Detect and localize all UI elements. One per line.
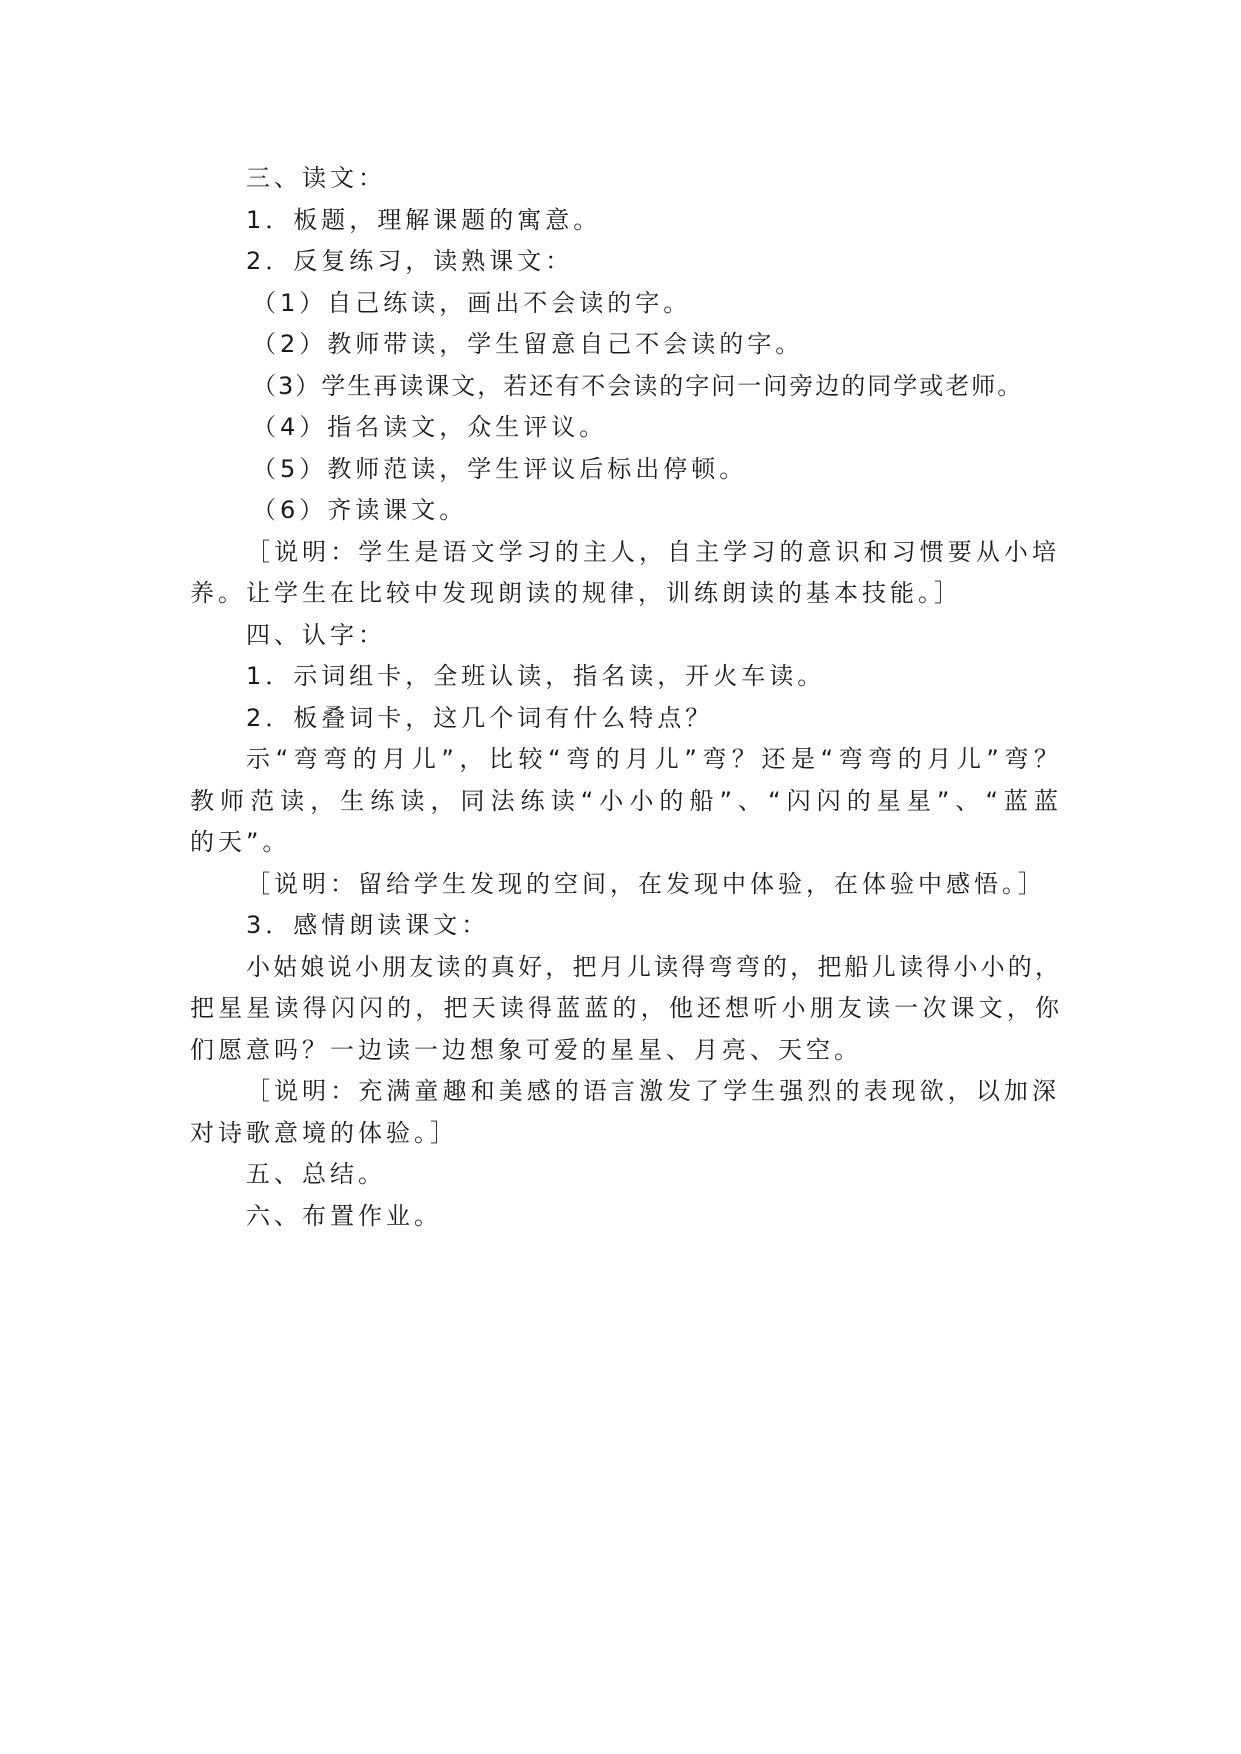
sub-list-item: （2）教师带读，学生留意自己不会读的字。: [252, 330, 804, 358]
note-paragraph-line: 养。让学生在比较中发现朗读的规律，训练朗读的基本技能。］: [190, 579, 962, 607]
note-paragraph-line: ［说明：学生是语文学习的主人，自主学习的意识和习惯要从小培: [246, 537, 1060, 566]
list-item: 2．反复练习，读熟课文：: [246, 247, 574, 275]
section-heading-recognize-characters: 四、认字：: [246, 620, 386, 649]
document-body: [190, 158, 1060, 1237]
paragraph-line: 们愿意吗？一边读一边想象可爱的星星、月亮、天空。: [190, 1035, 862, 1064]
sub-list-item: （6）齐读课文。: [252, 496, 468, 524]
paragraph-line: 把星星读得闪闪的，把天读得蓝蓝的，他还想听小朋友读一次课文，你: [190, 994, 1060, 1022]
sub-list-item: （3）学生再读课文，若还有不会读的字问一问旁边的同学或老师。: [252, 371, 1024, 400]
paragraph-line: 示“弯弯的月儿”，比较“弯的月儿”弯？还是“弯弯的月儿”弯？: [246, 745, 1060, 773]
paragraph-line: 小姑娘说小朋友读的真好，把月儿读得弯弯的，把船儿读得小小的，: [246, 952, 1060, 981]
note-paragraph-line: ［说明：充满童趣和美感的语言激发了学生强烈的表现欲，以加深: [246, 1077, 1060, 1105]
section-heading-read-text: 三、读文：: [246, 164, 386, 192]
note-paragraph-line: ［说明：留给学生发现的空间，在发现中体验，在体验中感悟。］: [246, 869, 1046, 898]
paragraph-line: 的天”。: [190, 828, 291, 856]
note-paragraph-line: 对诗歌意境的体验。］: [190, 1118, 458, 1147]
list-item: 2．板叠词卡，这几个词有什么特点？: [246, 703, 714, 732]
section-heading-homework: 六、布置作业。: [246, 1201, 442, 1230]
sub-list-item: （5）教师范读，学生评议后标出停顿。: [252, 454, 748, 483]
paragraph-line: 教师范读，生练读，同法练读“小小的船”、“闪闪的星星”、“蓝蓝: [190, 786, 1060, 815]
section-heading-summary: 五、总结。: [246, 1160, 386, 1188]
list-item: 1．板题，理解课题的寓意。: [246, 205, 602, 234]
list-item: 1．示词组卡，全班认读，指名读，开火车读。: [246, 662, 826, 690]
sub-list-item: （4）指名读文，众生评议。: [252, 413, 608, 441]
list-item: 3．感情朗读课文：: [246, 911, 490, 939]
sub-list-item: （1）自己练读，画出不会读的字。: [252, 288, 692, 317]
